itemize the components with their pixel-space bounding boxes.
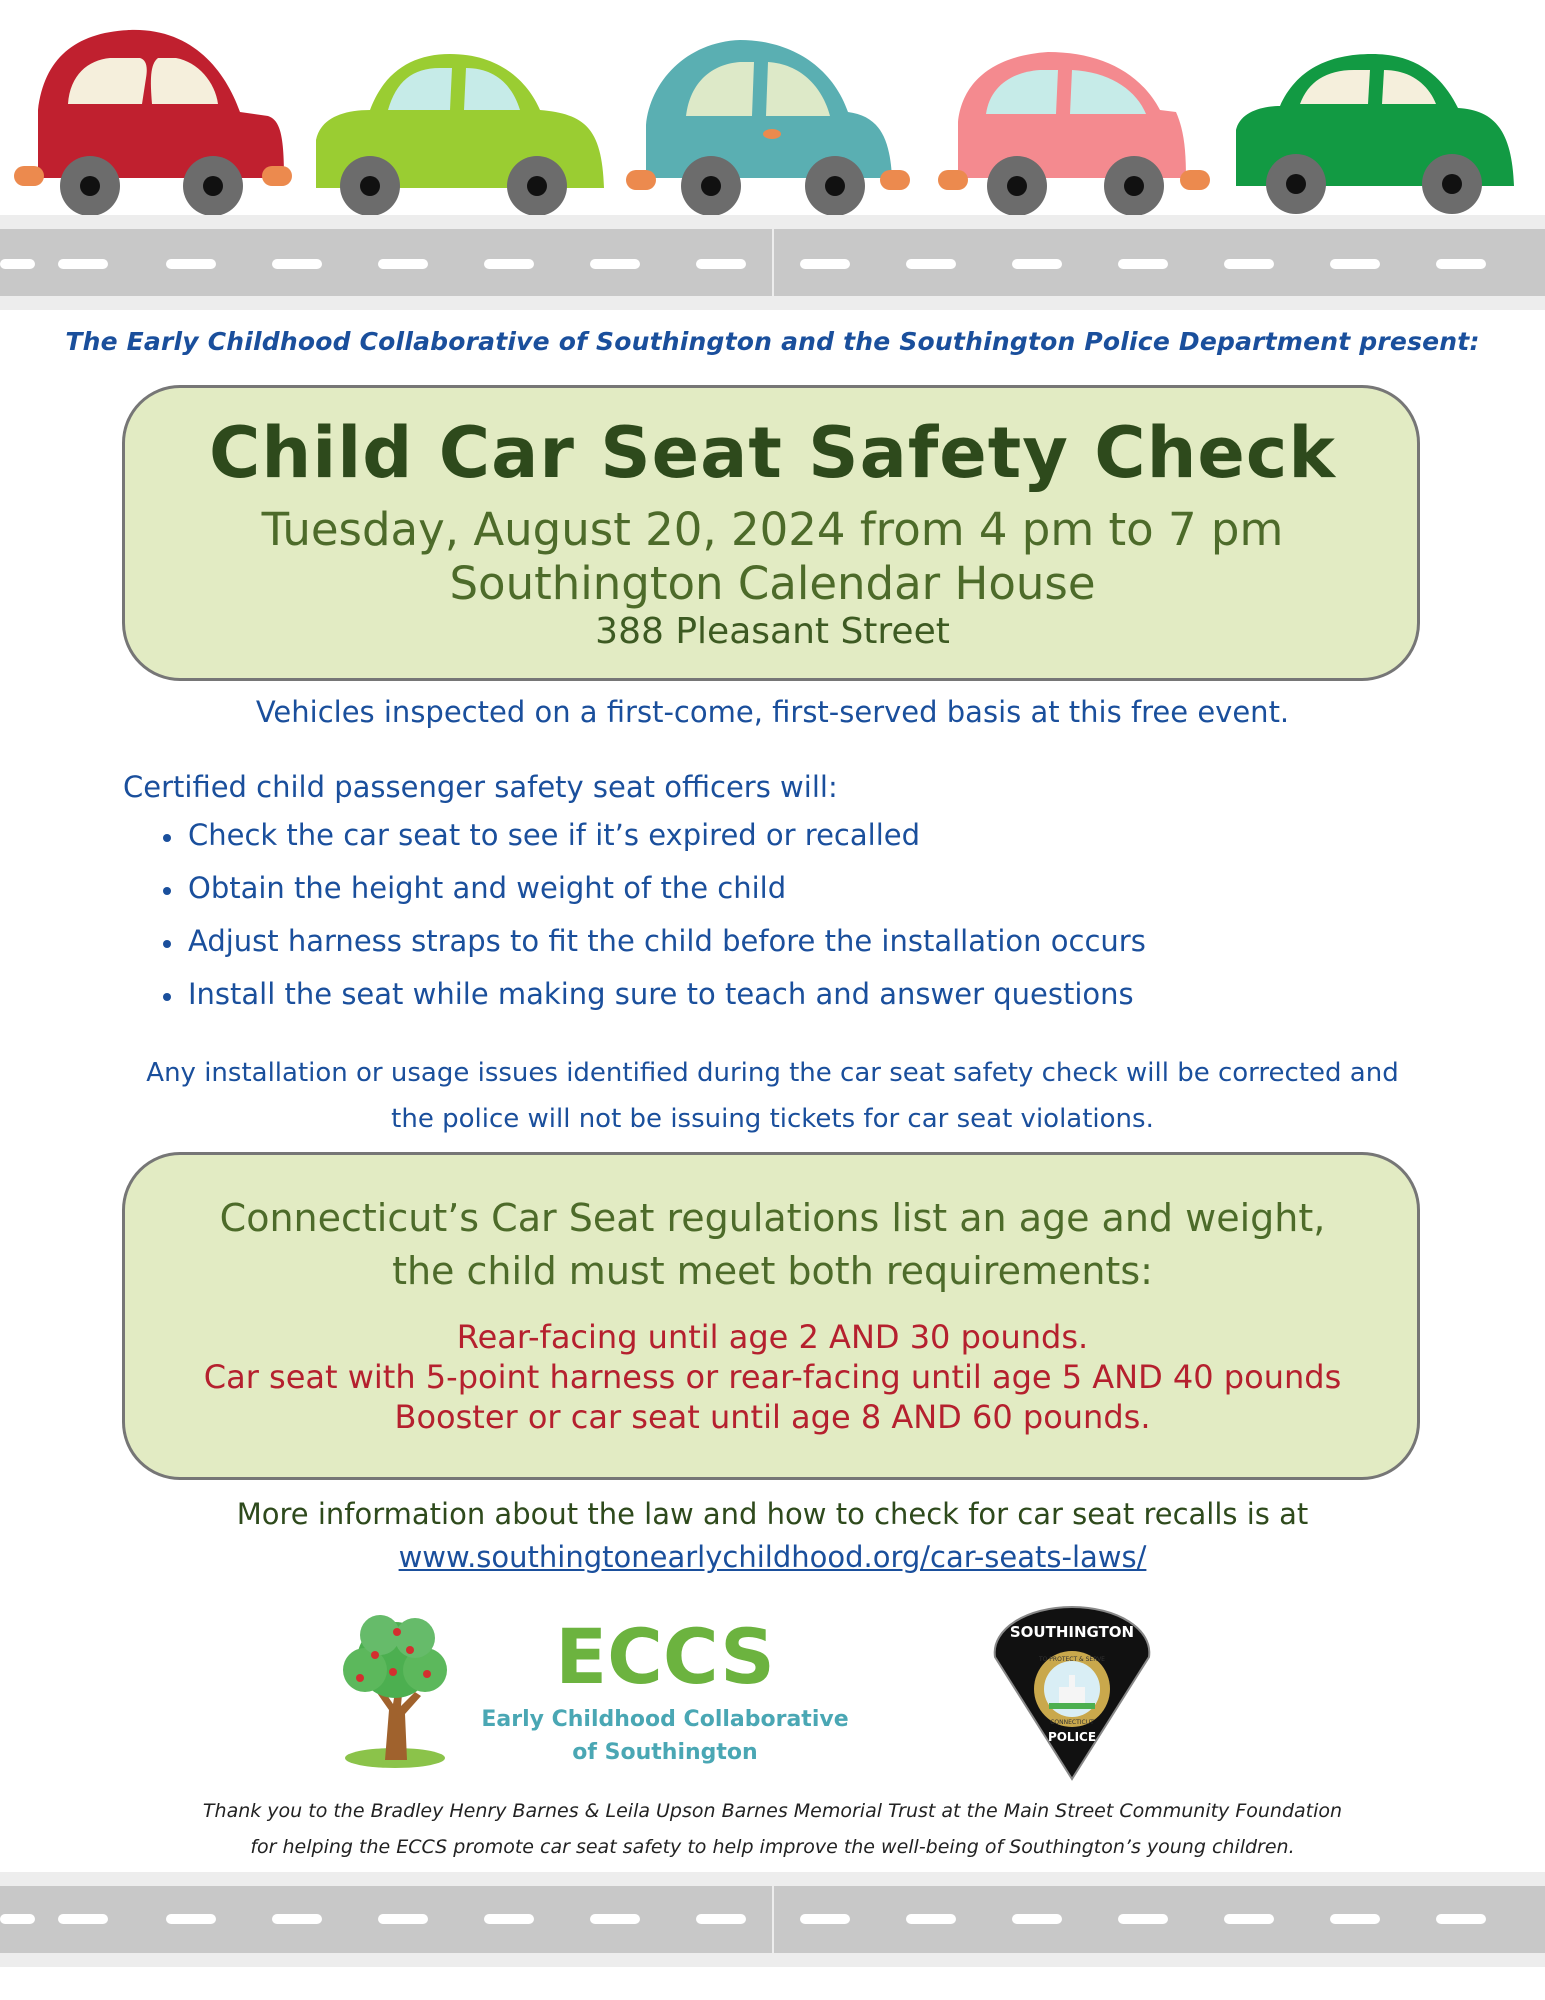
police-badge-ring-bottom: CONNECTICUT [1050, 1719, 1094, 1726]
more-info-link[interactable]: www.southingtonearlychildhood.org/car-seats-laws/ [398, 1540, 1147, 1574]
list-item: Obtain the height and weight of the child [163, 871, 1146, 924]
thanks-line: Thank you to the Bradley Henry Barnes & Leila Upson Barnes Memorial Trust at the Main Street Community Foundation [202, 1800, 1343, 1822]
disclaimer [100, 1050, 1445, 1142]
disclaimer-line: the police will not be issuing tickets for car seat violations. [391, 1104, 1154, 1134]
eccs-name-line: of Southington [572, 1740, 758, 1765]
event-title: Child Car Seat Safety Check [209, 412, 1336, 494]
road-top [0, 215, 1545, 310]
event-datetime: Tuesday, August 20, 2024 from 4 pm to 7 pm [261, 503, 1284, 556]
event-address: 388 Pleasant Street [595, 611, 950, 652]
regulation-rule: Booster or car seat until age 8 AND 60 pounds. [394, 1398, 1151, 1436]
eccs-logo-text: ECCS [555, 1612, 775, 1701]
police-badge-bottom: POLICE [1047, 1730, 1097, 1744]
task-list [163, 818, 1146, 1030]
event-venue: Southington Calendar House [449, 557, 1096, 610]
police-badge-top: SOUTHINGTON [1009, 1623, 1135, 1641]
teal-car-icon [626, 40, 910, 216]
road-bottom [0, 1872, 1545, 1967]
lime-car-icon [316, 54, 604, 216]
officers-lead: Certified child passenger safety seat officers will: [123, 770, 838, 804]
red-car-icon [14, 30, 292, 216]
list-item: Adjust harness straps to fit the child before the installation occurs [163, 924, 1146, 977]
regulation-rule: Car seat with 5-point harness or rear-facing until age 5 AND 40 pounds [203, 1358, 1342, 1396]
regulations-heading-line: Connecticut’s Car Seat regulations list an age and weight, [219, 1196, 1326, 1240]
disclaimer-line: Any installation or usage issues identified during the car seat safety check will be corrected and [146, 1058, 1399, 1088]
cars-illustration [0, 0, 1545, 220]
eccs-name-line: Early Childhood Collaborative [481, 1707, 849, 1732]
list-item: Check the car seat to see if it’s expired or recalled [163, 818, 1146, 871]
more-info-text: More information about the law and how to check for car seat recalls is at [236, 1497, 1309, 1531]
regulations-heading-line: the child must meet both requirements: [392, 1249, 1153, 1293]
regulations-heading [0, 1192, 1545, 1298]
police-badge-icon [987, 1603, 1157, 1783]
regulation-rule: Rear-facing until age 2 AND 30 pounds. [456, 1318, 1089, 1356]
green-car-icon [1236, 54, 1514, 214]
presenter-line: The Early Childhood Collaborative of Southington and the Southington Police Department present: [65, 327, 1480, 356]
police-badge-ring-top: TO PROTECT & SERVE [1039, 1656, 1105, 1663]
intro-text: Vehicles inspected on a first-come, first-served basis at this free event. [255, 695, 1290, 729]
pink-car-icon [938, 52, 1210, 216]
thanks-line: for helping the ECCS promote car seat safety to help improve the well-being of Southington’s young children. [250, 1836, 1295, 1858]
tree-logo-icon [335, 1610, 455, 1770]
list-item: Install the seat while making sure to teach and answer questions [163, 977, 1146, 1030]
